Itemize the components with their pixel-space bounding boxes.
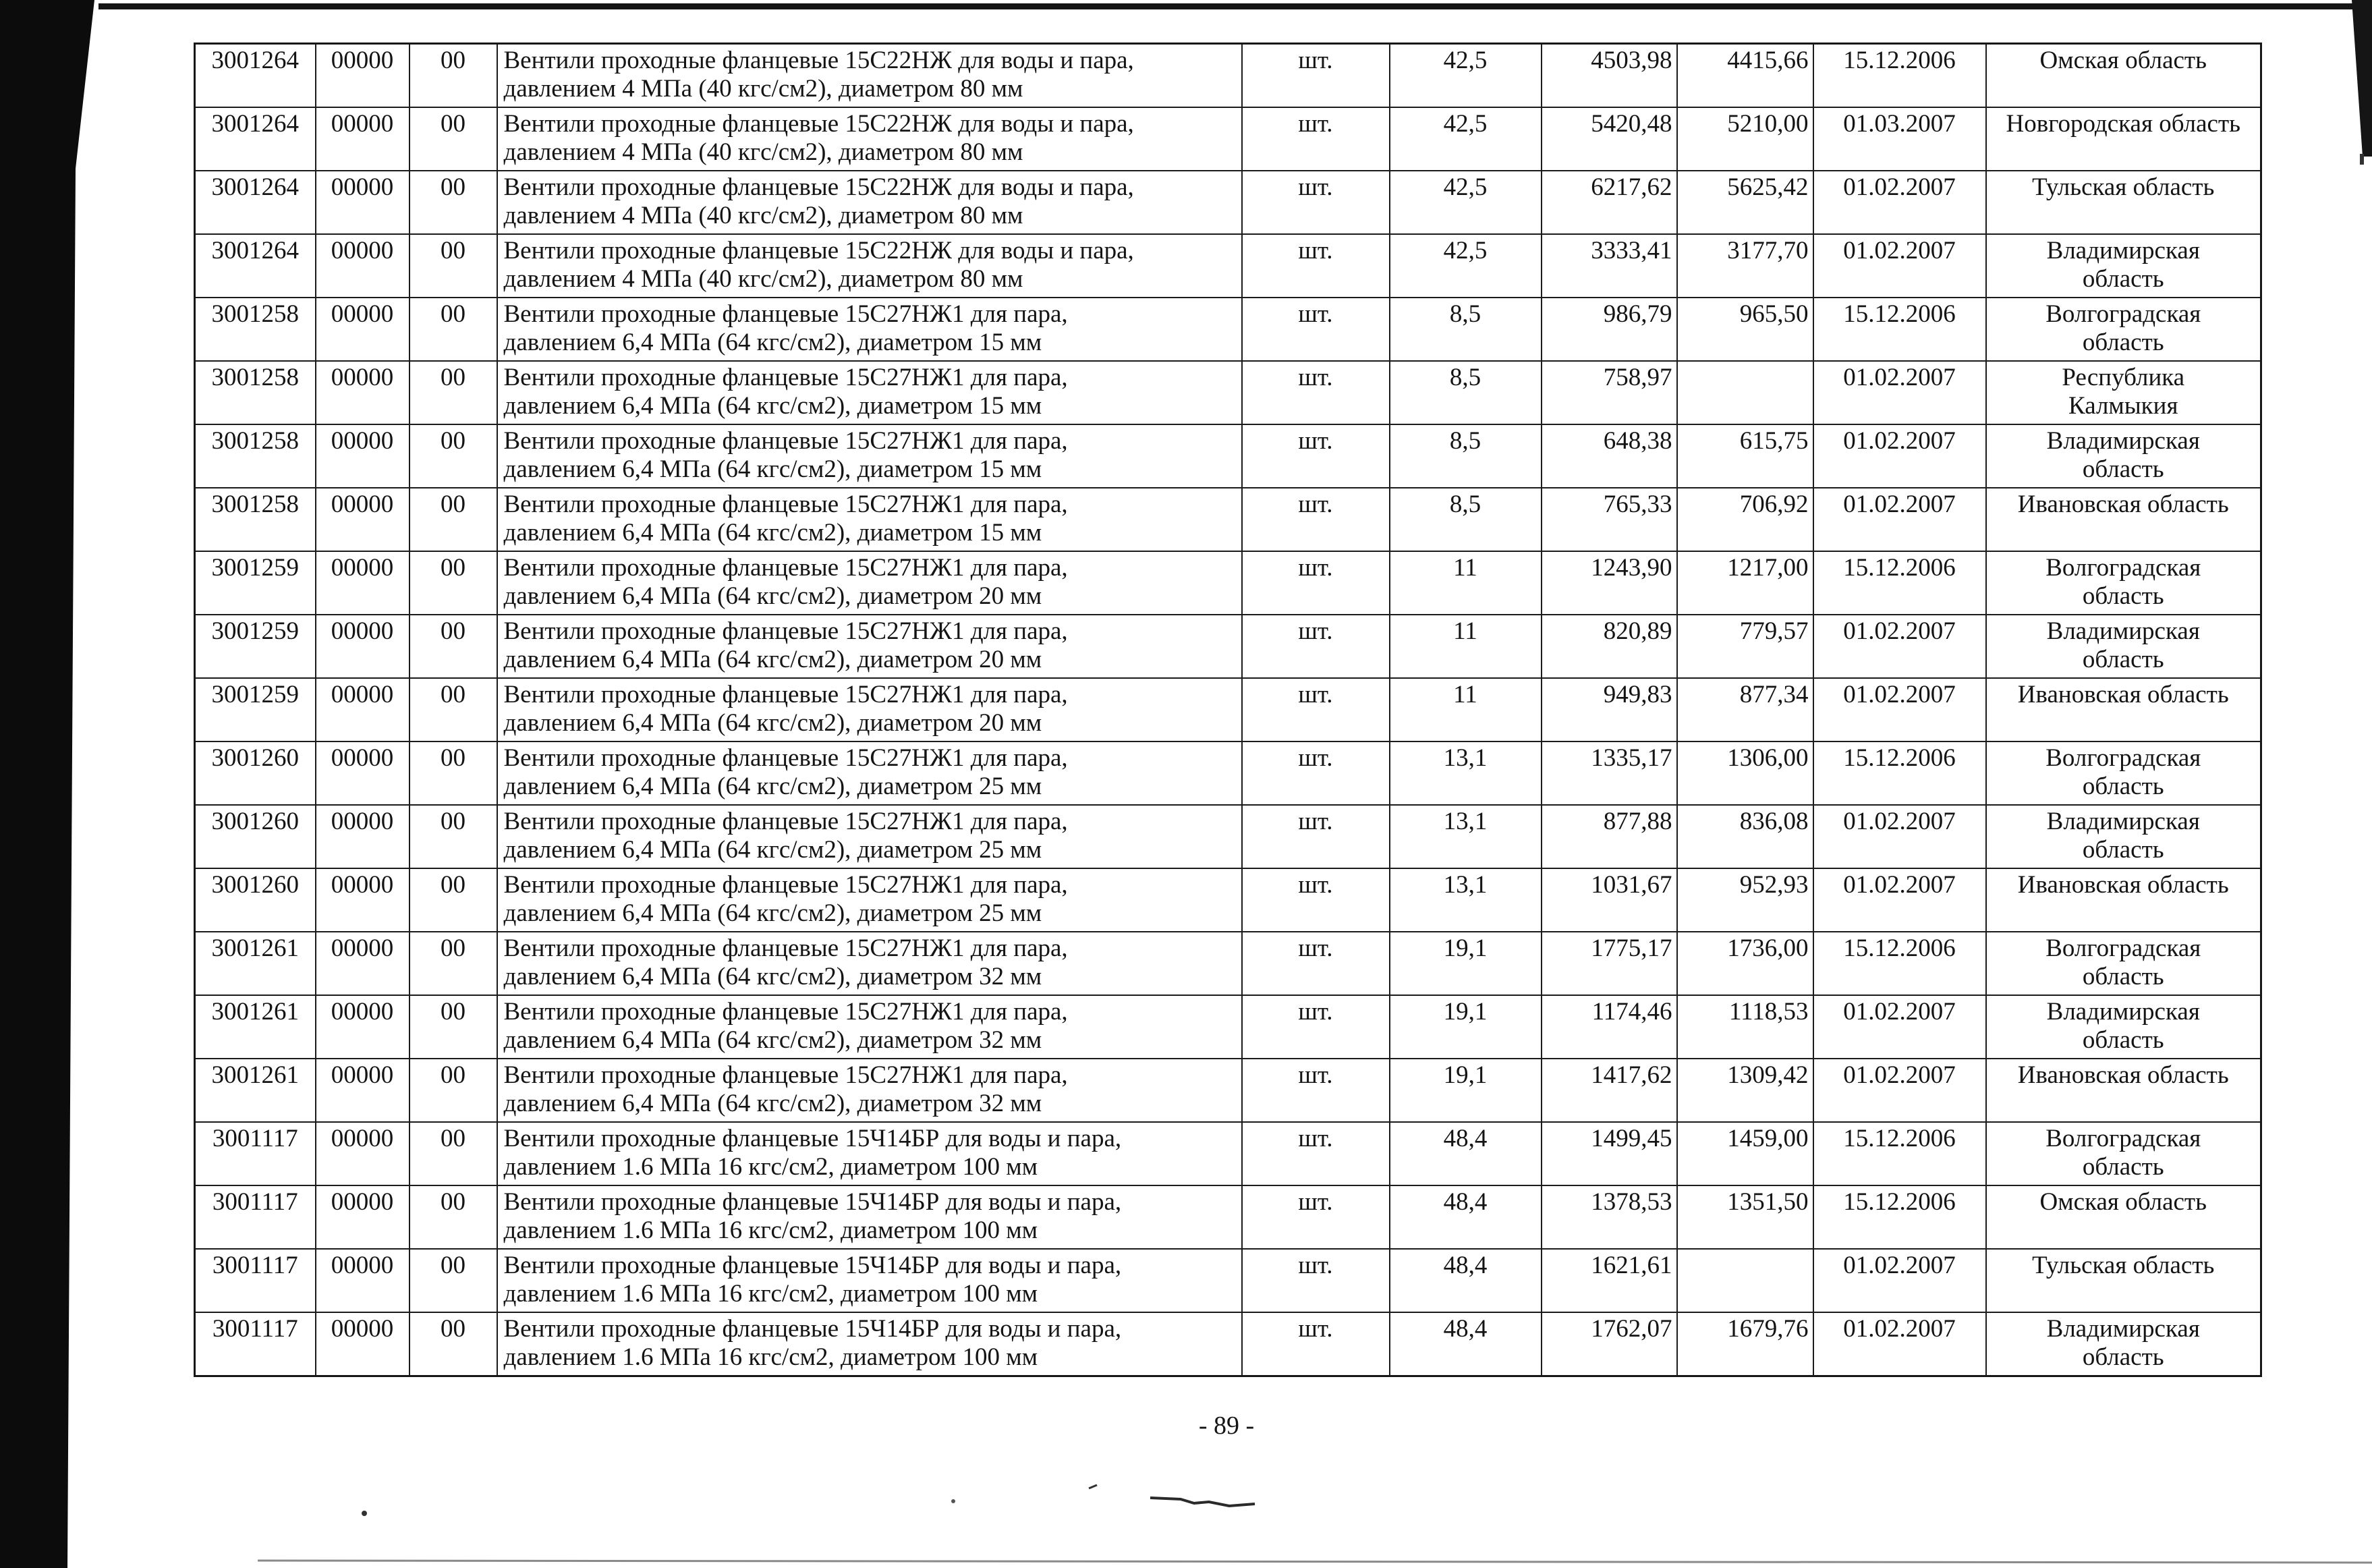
cell-unit: шт.	[1242, 107, 1390, 171]
cell-price-2: 5625,42	[1677, 171, 1813, 234]
cell-price-2: 1309,42	[1677, 1059, 1813, 1122]
table-row	[195, 1122, 2261, 1185]
cell-subcode-1: 00000	[316, 995, 410, 1059]
cell-weight: 19,1	[1390, 932, 1542, 995]
cell-price-2	[1677, 361, 1813, 424]
cell-unit: шт.	[1242, 868, 1390, 932]
cell-code: 3001258	[195, 488, 316, 551]
cell-code: 3001260	[195, 741, 316, 805]
cell-weight: 13,1	[1390, 868, 1542, 932]
cell-price-2: 4415,66	[1677, 44, 1813, 108]
cell-code: 3001261	[195, 932, 316, 995]
cell-region: Ивановская область	[1986, 678, 2261, 741]
left-scan-shadow	[0, 0, 94, 1568]
cell-code: 3001264	[195, 234, 316, 298]
cell-subcode-1: 00000	[316, 615, 410, 678]
right-scan-shadow	[2352, 0, 2372, 157]
cell-region: Ивановская область	[1986, 488, 2261, 551]
cell-date: 15.12.2006	[1813, 741, 1986, 805]
cell-price-1: 648,38	[1542, 424, 1677, 488]
price-table	[194, 43, 2262, 1377]
cell-description: Вентили проходные фланцевые 15С27НЖ1 для пара, давлением 6,4 МПа (64 кгс/см2), диаметром 32 мм	[497, 995, 1242, 1059]
cell-subcode-1: 00000	[316, 234, 410, 298]
cell-price-1: 1762,07	[1542, 1312, 1677, 1376]
cell-date: 01.02.2007	[1813, 1059, 1986, 1122]
cell-date: 15.12.2006	[1813, 551, 1986, 615]
scan-speck	[951, 1499, 955, 1503]
scan-speck	[1089, 1485, 1097, 1488]
cell-price-2: 965,50	[1677, 298, 1813, 361]
cell-code: 3001117	[195, 1122, 316, 1185]
cell-price-1: 1378,53	[1542, 1185, 1677, 1249]
bottom-scan-line	[258, 1561, 2372, 1563]
cell-date: 01.02.2007	[1813, 678, 1986, 741]
cell-price-2: 1351,50	[1677, 1185, 1813, 1249]
table-row	[195, 171, 2261, 234]
table-row	[195, 298, 2261, 361]
cell-price-1: 3333,41	[1542, 234, 1677, 298]
cell-price-1: 1417,62	[1542, 1059, 1677, 1122]
cell-price-2: 5210,00	[1677, 107, 1813, 171]
table-row	[195, 234, 2261, 298]
cell-subcode-1: 00000	[316, 424, 410, 488]
cell-weight: 8,5	[1390, 361, 1542, 424]
cell-price-1: 1335,17	[1542, 741, 1677, 805]
cell-price-2: 1679,76	[1677, 1312, 1813, 1376]
cell-unit: шт.	[1242, 488, 1390, 551]
cell-date: 15.12.2006	[1813, 1122, 1986, 1185]
cell-price-1: 1775,17	[1542, 932, 1677, 995]
cell-unit: шт.	[1242, 1249, 1390, 1312]
table-row	[195, 678, 2261, 741]
cell-date: 01.02.2007	[1813, 1249, 1986, 1312]
cell-unit: шт.	[1242, 805, 1390, 868]
cell-description: Вентили проходные фланцевые 15С27НЖ1 для пара, давлением 6,4 МПа (64 кгс/см2), диаметром 15 мм	[497, 361, 1242, 424]
cell-price-1: 758,97	[1542, 361, 1677, 424]
cell-region: Ивановская область	[1986, 1059, 2261, 1122]
cell-unit: шт.	[1242, 615, 1390, 678]
cell-subcode-1: 00000	[316, 551, 410, 615]
cell-description: Вентили проходные фланцевые 15С27НЖ1 для пара, давлением 6,4 МПа (64 кгс/см2), диаметром 25 мм	[497, 805, 1242, 868]
cell-unit: шт.	[1242, 1059, 1390, 1122]
cell-unit: шт.	[1242, 678, 1390, 741]
cell-description: Вентили проходные фланцевые 15С27НЖ1 для пара, давлением 6,4 МПа (64 кгс/см2), диаметром 15 мм	[497, 488, 1242, 551]
top-scan-border	[98, 3, 2355, 9]
cell-unit: шт.	[1242, 1122, 1390, 1185]
table-row	[195, 995, 2261, 1059]
cell-code: 3001258	[195, 298, 316, 361]
cell-subcode-1: 00000	[316, 678, 410, 741]
cell-weight: 48,4	[1390, 1312, 1542, 1376]
cell-unit: шт.	[1242, 995, 1390, 1059]
cell-code: 3001260	[195, 805, 316, 868]
cell-subcode-1: 00000	[316, 932, 410, 995]
cell-weight: 42,5	[1390, 234, 1542, 298]
cell-subcode-2: 00	[410, 615, 497, 678]
cell-price-2: 779,57	[1677, 615, 1813, 678]
cell-region: Владимирская область	[1986, 995, 2261, 1059]
cell-unit: шт.	[1242, 551, 1390, 615]
cell-weight: 48,4	[1390, 1249, 1542, 1312]
cell-subcode-1: 00000	[316, 1249, 410, 1312]
cell-description: Вентили проходные фланцевые 15Ч14БР для воды и пара, давлением 1.6 МПа 16 кгс/см2, диаметром 100 мм	[497, 1122, 1242, 1185]
table-row	[195, 488, 2261, 551]
cell-date: 01.02.2007	[1813, 868, 1986, 932]
cell-price-1: 1621,61	[1542, 1249, 1677, 1312]
cell-subcode-1: 00000	[316, 298, 410, 361]
cell-description: Вентили проходные фланцевые 15С27НЖ1 для пара, давлением 6,4 МПа (64 кгс/см2), диаметром 32 мм	[497, 1059, 1242, 1122]
cell-price-2: 706,92	[1677, 488, 1813, 551]
cell-weight: 13,1	[1390, 805, 1542, 868]
cell-date: 01.02.2007	[1813, 361, 1986, 424]
scan-squiggle	[1150, 1498, 1255, 1506]
cell-date: 15.12.2006	[1813, 1185, 1986, 1249]
cell-subcode-2: 00	[410, 298, 497, 361]
cell-subcode-1: 00000	[316, 44, 410, 108]
table-row	[195, 1249, 2261, 1312]
table-row	[195, 107, 2261, 171]
cell-price-2: 1736,00	[1677, 932, 1813, 995]
cell-price-1: 4503,98	[1542, 44, 1677, 108]
cell-price-2: 1306,00	[1677, 741, 1813, 805]
cell-region: Тульская область	[1986, 171, 2261, 234]
cell-description: Вентили проходные фланцевые 15С27НЖ1 для пара, давлением 6,4 МПа (64 кгс/см2), диаметром 20 мм	[497, 551, 1242, 615]
cell-weight: 42,5	[1390, 171, 1542, 234]
cell-unit: шт.	[1242, 1185, 1390, 1249]
cell-subcode-1: 00000	[316, 868, 410, 932]
cell-price-2: 1118,53	[1677, 995, 1813, 1059]
cell-price-1: 1243,90	[1542, 551, 1677, 615]
cell-subcode-2: 00	[410, 361, 497, 424]
cell-code: 3001258	[195, 361, 316, 424]
cell-subcode-1: 00000	[316, 741, 410, 805]
cell-subcode-2: 00	[410, 234, 497, 298]
cell-description: Вентили проходные фланцевые 15Ч14БР для воды и пара, давлением 1.6 МПа 16 кгс/см2, диаметром 100 мм	[497, 1249, 1242, 1312]
scan-speck	[362, 1511, 367, 1516]
cell-description: Вентили проходные фланцевые 15С27НЖ1 для пара, давлением 6,4 МПа (64 кгс/см2), диаметром 15 мм	[497, 298, 1242, 361]
cell-code: 3001117	[195, 1185, 316, 1249]
cell-date: 01.02.2007	[1813, 1312, 1986, 1376]
cell-subcode-1: 00000	[316, 1059, 410, 1122]
cell-price-2: 877,34	[1677, 678, 1813, 741]
cell-price-1: 1174,46	[1542, 995, 1677, 1059]
cell-description: Вентили проходные фланцевые 15С27НЖ1 для пара, давлением 6,4 МПа (64 кгс/см2), диаметром 25 мм	[497, 741, 1242, 805]
cell-weight: 48,4	[1390, 1122, 1542, 1185]
table-row	[195, 1312, 2261, 1376]
table-row	[195, 1185, 2261, 1249]
cell-region: Владимирская область	[1986, 1312, 2261, 1376]
cell-subcode-1: 00000	[316, 805, 410, 868]
cell-weight: 8,5	[1390, 298, 1542, 361]
cell-date: 15.12.2006	[1813, 44, 1986, 108]
table-row	[195, 805, 2261, 868]
cell-region: Ивановская область	[1986, 868, 2261, 932]
cell-code: 3001259	[195, 615, 316, 678]
cell-subcode-2: 00	[410, 678, 497, 741]
cell-unit: шт.	[1242, 932, 1390, 995]
cell-date: 01.02.2007	[1813, 615, 1986, 678]
table-row	[195, 551, 2261, 615]
cell-description: Вентили проходные фланцевые 15С22НЖ для воды и пара, давлением 4 МПа (40 кгс/см2), диаметром 80 мм	[497, 44, 1242, 108]
cell-code: 3001117	[195, 1249, 316, 1312]
table-row	[195, 44, 2261, 108]
cell-date: 01.02.2007	[1813, 995, 1986, 1059]
cell-unit: шт.	[1242, 1312, 1390, 1376]
cell-date: 01.02.2007	[1813, 805, 1986, 868]
cell-price-2: 615,75	[1677, 424, 1813, 488]
cell-price-2: 952,93	[1677, 868, 1813, 932]
cell-description: Вентили проходные фланцевые 15Ч14БР для воды и пара, давлением 1.6 МПа 16 кгс/см2, диаметром 100 мм	[497, 1312, 1242, 1376]
cell-subcode-2: 00	[410, 995, 497, 1059]
cell-subcode-2: 00	[410, 932, 497, 995]
cell-description: Вентили проходные фланцевые 15С27НЖ1 для пара, давлением 6,4 МПа (64 кгс/см2), диаметром 20 мм	[497, 615, 1242, 678]
cell-subcode-2: 00	[410, 1312, 497, 1376]
cell-price-1: 1031,67	[1542, 868, 1677, 932]
page-number: - 89 -	[1198, 1411, 1255, 1440]
cell-code: 3001264	[195, 107, 316, 171]
table-row	[195, 1059, 2261, 1122]
cell-code: 3001260	[195, 868, 316, 932]
cell-subcode-2: 00	[410, 1249, 497, 1312]
cell-date: 15.12.2006	[1813, 298, 1986, 361]
cell-unit: шт.	[1242, 741, 1390, 805]
cell-price-2: 1217,00	[1677, 551, 1813, 615]
cell-region: Тульская область	[1986, 1249, 2261, 1312]
cell-subcode-2: 00	[410, 805, 497, 868]
cell-code: 3001261	[195, 995, 316, 1059]
cell-weight: 11	[1390, 551, 1542, 615]
cell-subcode-2: 00	[410, 741, 497, 805]
cell-subcode-1: 00000	[316, 1185, 410, 1249]
cell-subcode-2: 00	[410, 107, 497, 171]
cell-price-1: 949,83	[1542, 678, 1677, 741]
cell-weight: 19,1	[1390, 995, 1542, 1059]
cell-region: Владимирская область	[1986, 615, 2261, 678]
table-row	[195, 615, 2261, 678]
cell-date: 01.02.2007	[1813, 234, 1986, 298]
cell-date: 01.02.2007	[1813, 171, 1986, 234]
cell-code: 3001258	[195, 424, 316, 488]
cell-subcode-2: 00	[410, 488, 497, 551]
cell-date: 01.02.2007	[1813, 424, 1986, 488]
cell-region: Новгородская область	[1986, 107, 2261, 171]
cell-price-1: 820,89	[1542, 615, 1677, 678]
cell-unit: шт.	[1242, 361, 1390, 424]
cell-price-1: 5420,48	[1542, 107, 1677, 171]
cell-description: Вентили проходные фланцевые 15Ч14БР для воды и пара, давлением 1.6 МПа 16 кгс/см2, диаметром 100 мм	[497, 1185, 1242, 1249]
cell-subcode-2: 00	[410, 1185, 497, 1249]
cell-subcode-2: 00	[410, 1059, 497, 1122]
table-body	[195, 44, 2261, 1376]
table-row	[195, 361, 2261, 424]
cell-weight: 42,5	[1390, 107, 1542, 171]
cell-subcode-2: 00	[410, 868, 497, 932]
cell-subcode-1: 00000	[316, 1312, 410, 1376]
cell-code: 3001259	[195, 678, 316, 741]
cell-subcode-2: 00	[410, 424, 497, 488]
cell-date: 01.03.2007	[1813, 107, 1986, 171]
cell-subcode-2: 00	[410, 44, 497, 108]
cell-weight: 19,1	[1390, 1059, 1542, 1122]
cell-region: Омская область	[1986, 1185, 2261, 1249]
table-row	[195, 424, 2261, 488]
cell-subcode-2: 00	[410, 1122, 497, 1185]
cell-region: Волгоградская область	[1986, 741, 2261, 805]
cell-code: 3001261	[195, 1059, 316, 1122]
cell-description: Вентили проходные фланцевые 15С27НЖ1 для пара, давлением 6,4 МПа (64 кгс/см2), диаметром 15 мм	[497, 424, 1242, 488]
table-row	[195, 932, 2261, 995]
cell-date: 15.12.2006	[1813, 932, 1986, 995]
cell-price-1: 6217,62	[1542, 171, 1677, 234]
cell-subcode-2: 00	[410, 171, 497, 234]
cell-description: Вентили проходные фланцевые 15С22НЖ для воды и пара, давлением 4 МПа (40 кгс/см2), диаметром 80 мм	[497, 171, 1242, 234]
cell-code: 3001259	[195, 551, 316, 615]
cell-unit: шт.	[1242, 298, 1390, 361]
cell-description: Вентили проходные фланцевые 15С27НЖ1 для пара, давлением 6,4 МПа (64 кгс/см2), диаметром 32 мм	[497, 932, 1242, 995]
cell-description: Вентили проходные фланцевые 15С27НЖ1 для пара, давлением 6,4 МПа (64 кгс/см2), диаметром 25 мм	[497, 868, 1242, 932]
cell-region: Республика Калмыкия	[1986, 361, 2261, 424]
cell-unit: шт.	[1242, 424, 1390, 488]
cell-unit: шт.	[1242, 171, 1390, 234]
cell-price-2	[1677, 1249, 1813, 1312]
cell-weight: 13,1	[1390, 741, 1542, 805]
cell-subcode-1: 00000	[316, 1122, 410, 1185]
cell-price-2: 836,08	[1677, 805, 1813, 868]
cell-price-2: 3177,70	[1677, 234, 1813, 298]
cell-region: Волгоградская область	[1986, 932, 2261, 995]
cell-weight: 11	[1390, 615, 1542, 678]
cell-description: Вентили проходные фланцевые 15С22НЖ для воды и пара, давлением 4 МПа (40 кгс/см2), диаметром 80 мм	[497, 107, 1242, 171]
cell-weight: 42,5	[1390, 44, 1542, 108]
cell-subcode-1: 00000	[316, 107, 410, 171]
cell-code: 3001117	[195, 1312, 316, 1376]
cell-subcode-1: 00000	[316, 171, 410, 234]
cell-description: Вентили проходные фланцевые 15С27НЖ1 для пара, давлением 6,4 МПа (64 кгс/см2), диаметром 20 мм	[497, 678, 1242, 741]
cell-unit: шт.	[1242, 44, 1390, 108]
cell-weight: 11	[1390, 678, 1542, 741]
table-row	[195, 868, 2261, 932]
cell-subcode-1: 00000	[316, 361, 410, 424]
cell-description: Вентили проходные фланцевые 15С22НЖ для воды и пара, давлением 4 МПа (40 кгс/см2), диаметром 80 мм	[497, 234, 1242, 298]
cell-region: Волгоградская область	[1986, 1122, 2261, 1185]
cell-unit: шт.	[1242, 234, 1390, 298]
cell-weight: 8,5	[1390, 424, 1542, 488]
cell-region: Владимирская область	[1986, 805, 2261, 868]
cell-code: 3001264	[195, 171, 316, 234]
cell-price-1: 986,79	[1542, 298, 1677, 361]
cell-region: Волгоградская область	[1986, 298, 2261, 361]
cell-region: Владимирская область	[1986, 234, 2261, 298]
cell-price-2: 1459,00	[1677, 1122, 1813, 1185]
cell-region: Волгоградская область	[1986, 551, 2261, 615]
cell-weight: 48,4	[1390, 1185, 1542, 1249]
cell-price-1: 877,88	[1542, 805, 1677, 868]
table-row	[195, 741, 2261, 805]
cell-region: Владимирская область	[1986, 424, 2261, 488]
cell-subcode-1: 00000	[316, 488, 410, 551]
cell-subcode-2: 00	[410, 551, 497, 615]
cell-price-1: 765,33	[1542, 488, 1677, 551]
right-scan-tick	[2360, 154, 2364, 165]
cell-weight: 8,5	[1390, 488, 1542, 551]
cell-region: Омская область	[1986, 44, 2261, 108]
cell-date: 01.02.2007	[1813, 488, 1986, 551]
cell-price-1: 1499,45	[1542, 1122, 1677, 1185]
cell-code: 3001264	[195, 44, 316, 108]
